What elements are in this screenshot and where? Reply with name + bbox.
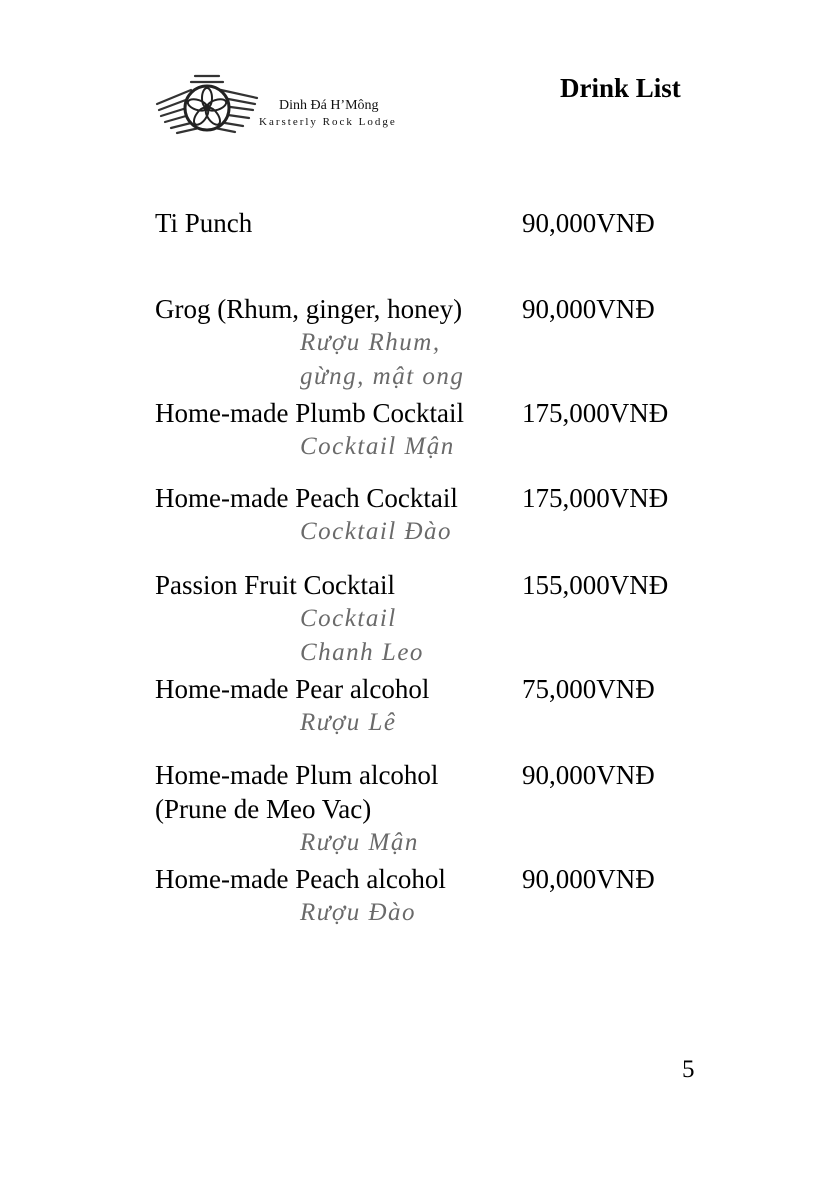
item-vietnamese-name: Cocktail [300,605,397,632]
menu-item [155,568,715,670]
menu-item [155,672,715,740]
item-price: 90,000VNĐ [522,864,655,894]
menu-item [155,292,715,394]
menu-item [155,396,715,464]
item-vietnamese-name: Rượu Mận [300,829,419,856]
item-name: Ti Punch [155,208,253,238]
item-name: Home-made Peach Cocktail [155,483,458,513]
item-name: Passion Fruit Cocktail [155,570,396,600]
menu-item [155,758,715,860]
menu-item [155,481,715,549]
item-vietnamese-name: Rượu Rhum, [300,329,441,356]
page-title: Drink List [560,73,681,103]
item-name: Home-made Plum alcohol [155,760,439,790]
page-number: 5 [682,1056,695,1083]
item-name: Home-made Plumb Cocktail [155,398,464,428]
menu-item [155,862,715,930]
item-vietnamese-name: gừng, mật ong [300,363,465,390]
brand-subtitle: Karsterly Rock Lodge [259,116,397,128]
brand-name: Dinh Đá H’Mông [279,98,379,113]
item-price: 90,000VNĐ [522,294,655,324]
item-vietnamese-name: Rượu Lê [300,709,397,736]
item-price: 175,000VNĐ [522,483,669,513]
item-vietnamese-name: Cocktail Đào [300,518,453,545]
item-name: Home-made Peach alcohol [155,864,446,894]
item-price: 90,000VNĐ [522,208,655,238]
item-price: 155,000VNĐ [522,570,669,600]
lodge-logo [155,70,420,142]
item-price: 90,000VNĐ [522,760,655,790]
item-vietnamese-name: Chanh Leo [300,639,424,666]
lotus-emblem-icon [155,70,260,142]
item-price: 175,000VNĐ [522,398,669,428]
item-vietnamese-name: Rượu Đào [300,899,417,926]
item-vietnamese-name: Cocktail Mận [300,433,455,460]
item-price: 75,000VNĐ [522,674,655,704]
menu-item [155,206,715,240]
item-name: Home-made Pear alcohol [155,674,430,704]
item-name-continued: (Prune de Meo Vac) [155,794,372,824]
item-name: Grog (Rhum, ginger, honey) [155,294,463,324]
